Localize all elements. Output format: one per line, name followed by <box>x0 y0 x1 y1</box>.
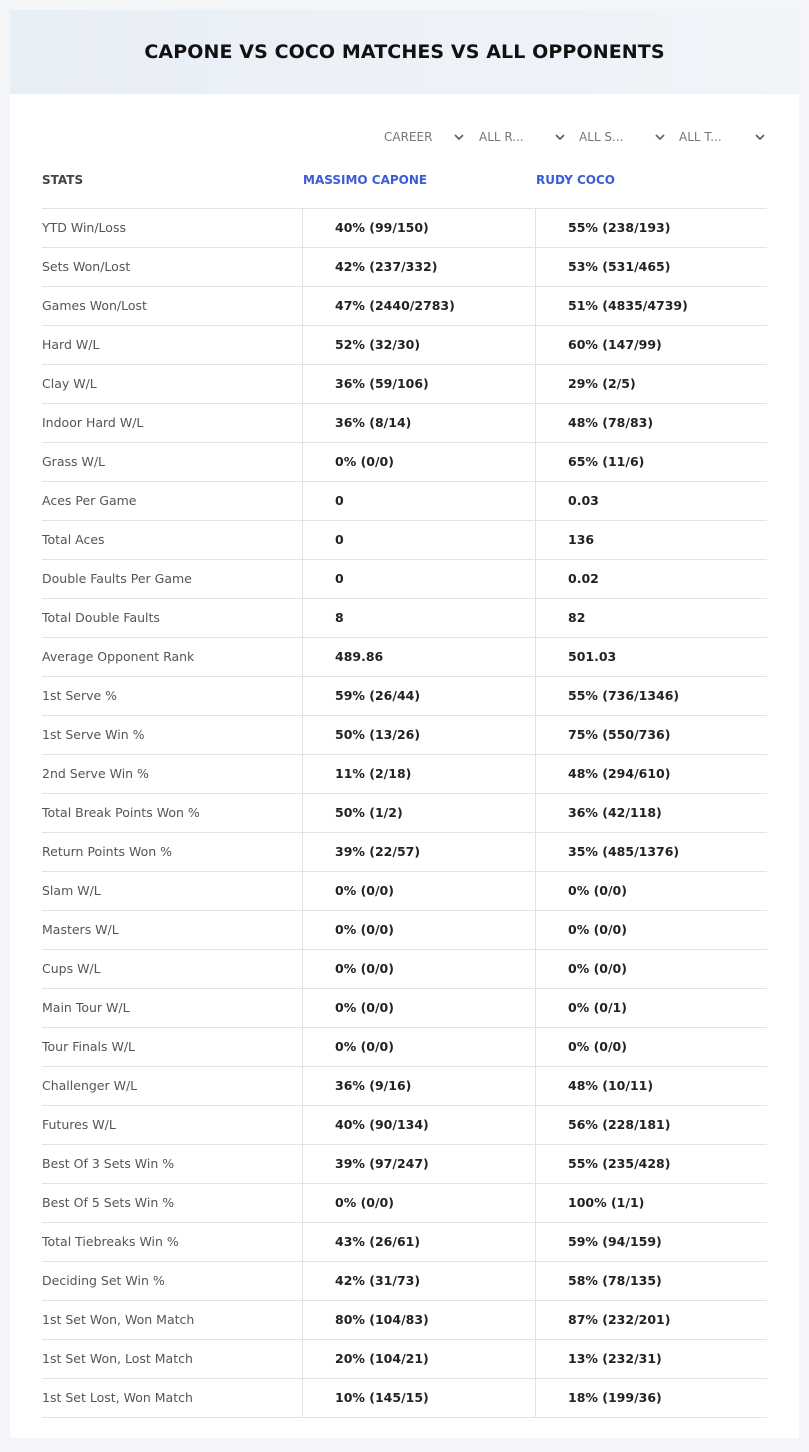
filter-surface-label: ALL S... <box>579 130 624 144</box>
column-header-player1[interactable]: MASSIMO CAPONE <box>303 173 428 187</box>
table-row <box>42 677 767 716</box>
table-row <box>42 755 767 794</box>
player1-value-cell: 489.86 <box>302 638 535 676</box>
stat-label-cell: Main Tour W/L <box>42 1000 130 1015</box>
player2-value-cell: 100% (1/1) <box>535 1184 767 1222</box>
chevron-down-icon <box>755 132 765 142</box>
table-row <box>42 1067 767 1106</box>
filter-round-label: ALL R... <box>479 130 524 144</box>
player2-value-cell: 48% (294/610) <box>535 755 767 793</box>
column-header-player2[interactable]: RUDY COCO <box>536 173 615 187</box>
table-row <box>42 1106 767 1145</box>
stat-label-cell: YTD Win/Loss <box>42 220 126 235</box>
player1-value-cell: 0% (0/0) <box>302 443 535 481</box>
table-row <box>42 638 767 677</box>
player1-value-cell: 36% (59/106) <box>302 365 535 403</box>
player2-value-cell: 0.02 <box>535 560 767 598</box>
stat-label-cell: 1st Set Won, Lost Match <box>42 1351 193 1366</box>
chevron-down-icon <box>555 132 565 142</box>
player2-value-cell: 13% (232/31) <box>535 1340 767 1378</box>
player2-value-cell: 56% (228/181) <box>535 1106 767 1144</box>
player1-value-cell: 0 <box>302 521 535 559</box>
stat-label-cell: Sets Won/Lost <box>42 259 131 274</box>
stat-label-cell: 2nd Serve Win % <box>42 766 149 781</box>
player2-value-cell: 55% (238/193) <box>535 209 767 247</box>
player1-value-cell: 42% (31/73) <box>302 1262 535 1300</box>
player1-value-cell: 36% (9/16) <box>302 1067 535 1105</box>
stat-label-cell: Aces Per Game <box>42 493 137 508</box>
player1-value-cell: 0 <box>302 482 535 520</box>
table-row <box>42 1223 767 1262</box>
player2-value-cell: 0% (0/1) <box>535 989 767 1027</box>
player1-value-cell: 0% (0/0) <box>302 950 535 988</box>
player2-value-cell: 136 <box>535 521 767 559</box>
player1-value-cell: 8 <box>302 599 535 637</box>
filter-tournament-select[interactable] <box>679 126 765 148</box>
stat-label-cell: Games Won/Lost <box>42 298 147 313</box>
player2-value-cell: 51% (4835/4739) <box>535 287 767 325</box>
stat-label-cell: Masters W/L <box>42 922 119 937</box>
filter-period-label: CAREER <box>384 130 433 144</box>
player1-value-cell: 50% (1/2) <box>302 794 535 832</box>
table-row <box>42 209 767 248</box>
table-row <box>42 560 767 599</box>
stat-label-cell: Tour Finals W/L <box>42 1039 136 1054</box>
player2-value-cell: 75% (550/736) <box>535 716 767 754</box>
column-header-stats: STATS <box>42 173 84 187</box>
table-row <box>42 1340 767 1379</box>
player1-value-cell: 0 <box>302 560 535 598</box>
table-row <box>42 1184 767 1223</box>
table-row <box>42 716 767 755</box>
player1-value-cell: 39% (22/57) <box>302 833 535 871</box>
player2-value-cell: 0% (0/0) <box>535 950 767 988</box>
stat-label-cell: 1st Set Lost, Won Match <box>42 1390 193 1405</box>
table-row <box>42 404 767 443</box>
player2-value-cell: 55% (235/428) <box>535 1145 767 1183</box>
filter-tournament-label: ALL T... <box>679 130 722 144</box>
player2-value-cell: 48% (78/83) <box>535 404 767 442</box>
player2-value-cell: 87% (232/201) <box>535 1301 767 1339</box>
table-row <box>42 872 767 911</box>
player1-value-cell: 40% (90/134) <box>302 1106 535 1144</box>
player1-value-cell: 47% (2440/2783) <box>302 287 535 325</box>
player2-value-cell: 0% (0/0) <box>535 911 767 949</box>
table-row <box>42 1262 767 1301</box>
player2-value-cell: 18% (199/36) <box>535 1379 767 1417</box>
table-row <box>42 326 767 365</box>
player2-value-cell: 53% (531/465) <box>535 248 767 286</box>
table-row <box>42 1379 767 1418</box>
stat-label-cell: Average Opponent Rank <box>42 649 195 664</box>
stat-label-cell: Total Aces <box>42 532 105 547</box>
player2-value-cell: 0% (0/0) <box>535 1028 767 1066</box>
player1-value-cell: 20% (104/21) <box>302 1340 535 1378</box>
table-row <box>42 950 767 989</box>
player1-value-cell: 0% (0/0) <box>302 872 535 910</box>
stat-label-cell: Grass W/L <box>42 454 106 469</box>
player1-value-cell: 80% (104/83) <box>302 1301 535 1339</box>
table-row <box>42 833 767 872</box>
stats-table <box>42 208 767 1418</box>
stat-label-cell: Total Break Points Won % <box>42 805 200 820</box>
stat-label-cell: Slam W/L <box>42 883 101 898</box>
table-row <box>42 1301 767 1340</box>
stat-label-cell: Hard W/L <box>42 337 100 352</box>
stat-label-cell: Best Of 5 Sets Win % <box>42 1195 175 1210</box>
filter-surface-select[interactable] <box>579 126 665 148</box>
filter-period-select[interactable] <box>384 126 464 148</box>
player1-value-cell: 43% (26/61) <box>302 1223 535 1261</box>
player1-value-cell: 42% (237/332) <box>302 248 535 286</box>
player2-value-cell: 0.03 <box>535 482 767 520</box>
filter-bar <box>10 126 799 148</box>
player2-value-cell: 36% (42/118) <box>535 794 767 832</box>
table-row <box>42 794 767 833</box>
player2-value-cell: 35% (485/1376) <box>535 833 767 871</box>
stat-label-cell: 1st Set Won, Won Match <box>42 1312 195 1327</box>
player1-value-cell: 0% (0/0) <box>302 1028 535 1066</box>
table-row <box>42 1145 767 1184</box>
stat-label-cell: Indoor Hard W/L <box>42 415 144 430</box>
player1-value-cell: 40% (99/150) <box>302 209 535 247</box>
player1-value-cell: 0% (0/0) <box>302 989 535 1027</box>
player1-value-cell: 10% (145/15) <box>302 1379 535 1417</box>
table-row <box>42 989 767 1028</box>
stat-label-cell: 1st Serve % <box>42 688 118 703</box>
table-row <box>42 482 767 521</box>
player2-value-cell: 59% (94/159) <box>535 1223 767 1261</box>
table-row <box>42 248 767 287</box>
stat-label-cell: Double Faults Per Game <box>42 571 192 586</box>
player1-value-cell: 39% (97/247) <box>302 1145 535 1183</box>
page-title: CAPONE VS COCO MATCHES VS ALL OPPONENTS <box>144 41 665 63</box>
stat-label-cell: Clay W/L <box>42 376 97 391</box>
player1-value-cell: 50% (13/26) <box>302 716 535 754</box>
player1-value-cell: 11% (2/18) <box>302 755 535 793</box>
table-row <box>42 911 767 950</box>
table-row <box>42 521 767 560</box>
player2-value-cell: 48% (10/11) <box>535 1067 767 1105</box>
player2-value-cell: 65% (11/6) <box>535 443 767 481</box>
stat-label-cell: 1st Serve Win % <box>42 727 145 742</box>
table-header <box>42 170 767 208</box>
stat-label-cell: Challenger W/L <box>42 1078 138 1093</box>
chevron-down-icon <box>454 132 464 142</box>
player1-value-cell: 52% (32/30) <box>302 326 535 364</box>
chevron-down-icon <box>655 132 665 142</box>
player1-value-cell: 59% (26/44) <box>302 677 535 715</box>
player2-value-cell: 501.03 <box>535 638 767 676</box>
player2-value-cell: 0% (0/0) <box>535 872 767 910</box>
table-row <box>42 599 767 638</box>
player2-value-cell: 82 <box>535 599 767 637</box>
table-row <box>42 287 767 326</box>
stat-label-cell: Total Tiebreaks Win % <box>42 1234 179 1249</box>
filter-round-select[interactable] <box>479 126 565 148</box>
player2-value-cell: 55% (736/1346) <box>535 677 767 715</box>
stat-label-cell: Deciding Set Win % <box>42 1273 165 1288</box>
player2-value-cell: 58% (78/135) <box>535 1262 767 1300</box>
player1-value-cell: 0% (0/0) <box>302 1184 535 1222</box>
stat-label-cell: Futures W/L <box>42 1117 116 1132</box>
stat-label-cell: Return Points Won % <box>42 844 173 859</box>
stat-label-cell: Best Of 3 Sets Win % <box>42 1156 175 1171</box>
player2-value-cell: 29% (2/5) <box>535 365 767 403</box>
table-row <box>42 1028 767 1067</box>
page-header <box>10 10 799 94</box>
stats-card <box>10 10 799 1438</box>
table-row <box>42 443 767 482</box>
player1-value-cell: 36% (8/14) <box>302 404 535 442</box>
stat-label-cell: Cups W/L <box>42 961 101 976</box>
player1-value-cell: 0% (0/0) <box>302 911 535 949</box>
table-row <box>42 365 767 404</box>
player2-value-cell: 60% (147/99) <box>535 326 767 364</box>
stat-label-cell: Total Double Faults <box>42 610 160 625</box>
